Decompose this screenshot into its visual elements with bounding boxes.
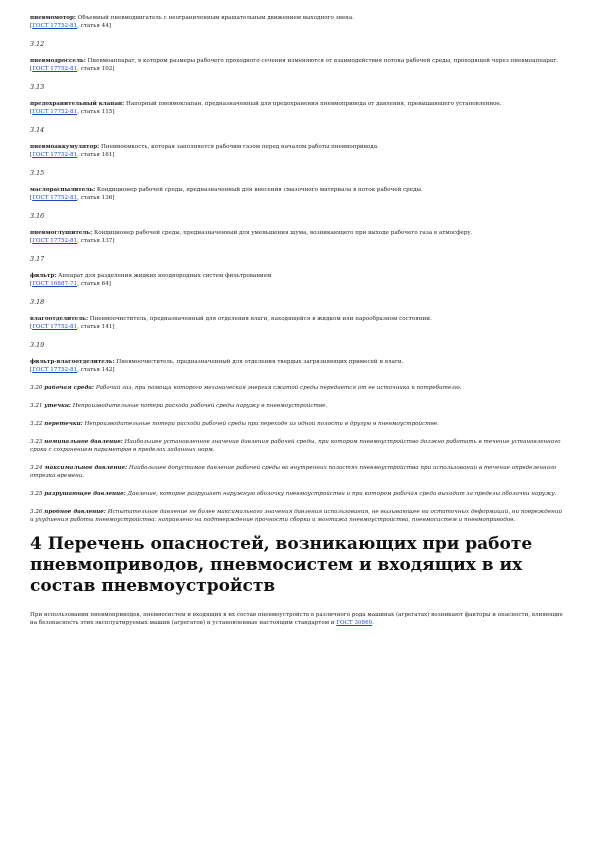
entry-article: , статья 115] [77, 109, 115, 115]
entry-definition: Аппарат для разделения жидких неоднородных систем фильтрованием [56, 273, 272, 279]
gost-link[interactable]: ГОСТ 17752-81 [32, 324, 78, 330]
item-number: 3.20 [30, 385, 43, 391]
entry-number: 3.17 [30, 255, 45, 263]
item-term: номинальное давление: [44, 439, 123, 445]
entry-reference: [ГОСТ 17752-81, статья 102] [30, 66, 115, 72]
section-paragraph [30, 611, 565, 627]
entry-term: фильтр: [30, 273, 57, 279]
definition-entry [30, 315, 565, 331]
item-text: Давление, которое разрушает наружную оболочку пневмоустройства и при котором рабочая среда выходит за пределы оболочки наружу. [125, 491, 557, 497]
entry-definition: Пневмоочиститель, предназначенный для отделения влаги, находящейся в жидком или парообразном состоянии. [88, 316, 432, 322]
gost-link[interactable]: ГОСТ 17752-81 [32, 152, 78, 158]
entry-definition: Объемный пневмодвигатель с неограниченным вращательным движением выходного звена. [76, 15, 354, 21]
definition-entry [30, 272, 565, 288]
definitions-list [30, 14, 565, 374]
item-number: 3.21 [30, 403, 43, 409]
entry-article: , статья 136] [77, 195, 115, 201]
entry-article: , статья 44] [77, 23, 111, 29]
entry-article: , статья 102] [77, 66, 115, 72]
section-heading: 4 Перечень опасностей, возникающих при работе пневмоприводов, пневмосистем и входящих в их состав пневмоустройств [30, 534, 533, 596]
gost-link[interactable]: ГОСТ 17752-81 [32, 66, 78, 72]
italic-definition [30, 438, 565, 454]
item-number: 3.26 [30, 509, 43, 515]
entry-definition: Кондиционер рабочей среды, предназначенный для внесения смазочного материала в поток рабочей среды. [95, 187, 423, 193]
italic-definition [30, 490, 565, 498]
entry-number: 3.19 [30, 341, 45, 349]
item-term: перетечки: [44, 421, 83, 427]
entry-term: пневмомотор: [30, 15, 76, 21]
entry-reference: [ГОСТ 17752-81, статья 137] [30, 238, 115, 244]
item-text: Наибольшее допустимое давление рабочей среды во внутренних полостях пневмоустройства при использовании в течение определенного отрезка времени. [30, 465, 557, 479]
definition-entry [30, 14, 565, 30]
entry-number: 3.16 [30, 212, 45, 220]
italic-definition [30, 508, 565, 524]
entry-reference: [ГОСТ 16887-71, статья 64] [30, 281, 111, 287]
entry-term: пневмоаккумулятор: [30, 144, 100, 150]
entry-article: , статья 64] [77, 281, 111, 287]
item-term: утечки: [44, 403, 71, 409]
italic-definition [30, 384, 565, 392]
section-paragraph-end: . [372, 620, 374, 626]
gost-link[interactable]: ГОСТ 16887-71 [32, 281, 78, 287]
entry-term: пневмодроссель: [30, 58, 86, 64]
definition-entry [30, 100, 565, 116]
italic-definition [30, 420, 565, 428]
entry-term: маслораспылитель: [30, 187, 96, 193]
item-term: пробное давление: [44, 509, 106, 515]
entry-definition: Пневмоочиститель, предназначенный для отделения твердых загрязняющих примесей и влаги. [114, 359, 404, 365]
item-text: Наибольшее установленное значение давления рабочей среды, при котором пневмоустройство должно работать в течение установленного срока с сохранением параметров в пределах заданных норм. [30, 439, 561, 453]
item-term: максимальное давление: [44, 465, 128, 471]
gost-link[interactable]: ГОСТ 17752-81 [32, 367, 78, 373]
item-number: 3.24 [30, 465, 43, 471]
entry-number: 3.14 [30, 126, 45, 134]
entry-number: 3.13 [30, 83, 45, 91]
entry-number: 3.15 [30, 169, 45, 177]
entry-reference: [ГОСТ 17752-81, статья 142] [30, 367, 115, 373]
item-number: 3.23 [30, 439, 43, 445]
definition-entry [30, 229, 565, 245]
entry-reference: [ГОСТ 17752-81, статья 115] [30, 109, 115, 115]
item-term: разрушающее давление: [44, 491, 126, 497]
item-text: Рабочий газ, при помощи которого механическая энергия сжатой среды передается от ее источника к потребителю. [94, 385, 462, 391]
entry-article: , статья 137] [77, 238, 115, 244]
item-number: 3.25 [30, 491, 43, 497]
gost-link[interactable]: ГОСТ 17752-81 [32, 238, 78, 244]
gost-link[interactable]: ГОСТ 17752-81 [32, 109, 78, 115]
italic-definition [30, 464, 565, 480]
gost-link[interactable]: ГОСТ 17752-81 [32, 23, 78, 29]
entry-term: пневмоглушитель: [30, 230, 93, 236]
entry-article: , статья 161] [77, 152, 115, 158]
entry-article: , статья 142] [77, 367, 115, 373]
definition-entry [30, 57, 565, 73]
entry-reference: [ГОСТ 17752-81, статья 136] [30, 195, 115, 201]
entry-reference: [ГОСТ 17752-81, статья 44] [30, 23, 111, 29]
entry-number: 3.12 [30, 40, 45, 48]
definition-entry [30, 143, 565, 159]
definition-entry [30, 186, 565, 202]
entry-definition: Кондиционер рабочей среды, предназначенный для уменьшения шума, возникающего при выходе рабочего газа в атмосферу. [92, 230, 473, 236]
item-number: 3.22 [30, 421, 43, 427]
entry-reference: [ГОСТ 17752-81, статья 161] [30, 152, 115, 158]
entry-term: предохранительный клапан: [30, 101, 125, 107]
entry-definition: Пневмоаппарат, в котором размеры рабочего проходного сечения изменяются от взаимодействия потока рабочей среды, проходящей через пневмоаппарат. [85, 58, 559, 64]
gost-30869-link[interactable]: ГОСТ 30869 [336, 620, 373, 626]
item-text: Испытательное давление не более максимального значения давления использования, не вызывающее ни остаточных деформаций, ни повреждений и ухудшения работы пневмоустройства; направлено на подтверждение прочности сборки и монтажа пневмоустройства, пневмосистем и пневмоприводов. [30, 509, 563, 523]
italic-definitions-list [30, 384, 565, 524]
entry-article: , статья 141] [77, 324, 115, 330]
definition-entry [30, 358, 565, 374]
gost-link[interactable]: ГОСТ 17752-81 [32, 195, 78, 201]
italic-definition [30, 402, 565, 410]
section-paragraph-text: При использовании пневмоприводов, пневмосистем и входящих в их состав пневмоустройств в различного рода машинах (агрегатах) возникают факторы и опасности, влияющие на безопасность этих эксплуатируемых машин (агрегатов) и установленные настоящим стандартом и [30, 612, 563, 626]
item-text: Непроизводительные потери расхода рабочей среды наружу в пневмоустройстве. [71, 403, 328, 409]
item-term: рабочая среда: [44, 385, 95, 391]
entry-definition: Пневмоемкость, которая заполняется рабочим газом перед началом работы пневмопривода. [99, 144, 379, 150]
item-text: Непроизводительные потери расхода рабочей среды при переходе из одной полости в другую в пневмоустройстве. [82, 421, 439, 427]
entry-definition: Напорный пневмоклапан, предназначенный для предохранения пневмопривода от давления, превышающего установленное. [124, 101, 502, 107]
entry-number: 3.18 [30, 298, 45, 306]
entry-term: влагоотделитель: [30, 316, 89, 322]
entry-reference: [ГОСТ 17752-81, статья 141] [30, 324, 115, 330]
entry-term: фильтр-влагоотделитель: [30, 359, 115, 365]
